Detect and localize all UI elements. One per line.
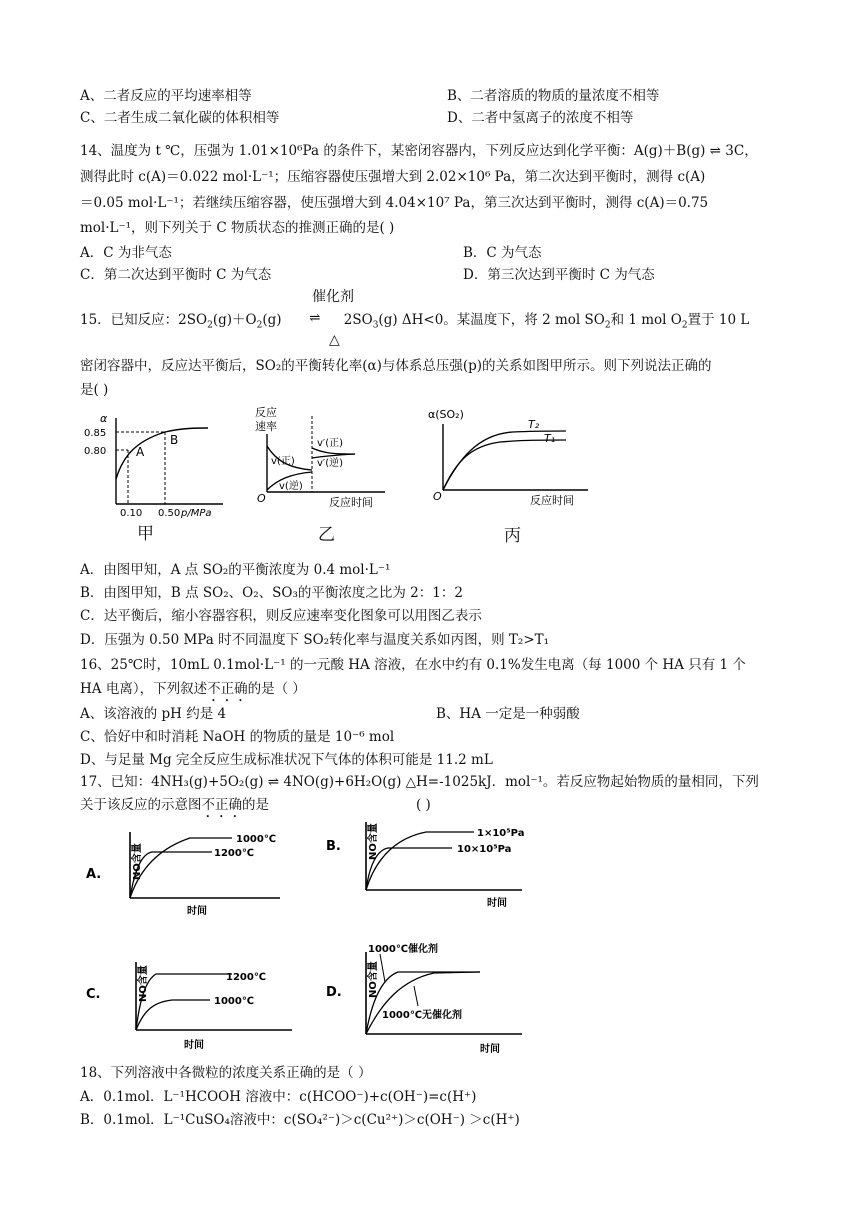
fig-yi-xlabel: 反应时间 [329, 496, 373, 509]
fig-jia-point-b: B [170, 433, 179, 447]
fig-17c-xlabel: 时间 [184, 1040, 204, 1051]
fig-yi-ylabel1: 反应 [255, 406, 277, 419]
fig-yi-ylabel2: 速率 [255, 420, 277, 433]
fig-yi-caption: 乙 [318, 525, 335, 545]
fig-17a-label1: 1000℃ [236, 834, 276, 845]
fig-bing-origin: O [433, 490, 442, 503]
q18-option-a: A．0.1mol．L⁻¹HCOOH 溶液中：c(HCOO⁻)+c(OH⁻)=c(H⁺) [80, 1089, 477, 1105]
fig-17b-label2: 10×10⁵Pa [457, 844, 512, 855]
figure-17a [80, 828, 310, 928]
figure-yi [255, 402, 395, 522]
figure-17c [80, 958, 310, 1058]
fig-jia-caption: 甲 [137, 524, 154, 544]
fig-bing-ylabel: α(SO₂) [428, 408, 464, 421]
fig-17d-letter: D. [326, 985, 342, 1000]
q15-option-c: C．达平衡后，缩小容器容积，则反应速率变化图象可以用图乙表示 [80, 608, 482, 624]
q16-option-b: B、HA 一定是一种弱酸 [436, 706, 580, 722]
q16-stem-line1: 16、25℃时，10mL 0.1mol·L⁻¹ 的一元酸 HA 溶液，在水中约有 0.1%发生电离（每 1000 个 HA 只有 1 个 [80, 657, 746, 673]
fig-17d-xlabel: 时间 [480, 1044, 500, 1055]
q14-stem-line3: ＝0.05 mol·L⁻¹；若继续压缩容器，使压强增大到 4.04×10⁷ Pa，第三次达到平衡时，测得 c(A)＝0.75 [80, 195, 709, 211]
fig-bing-xlabel: 反应时间 [530, 494, 574, 507]
fig-jia-xlabel: p/MPa [181, 508, 212, 519]
q15-stem-line1: 15．已知反应：$2SO_2(g)+O_2(g)$ ⇌ $2SO_3(g)$ ΔH<0。某温度下，将 2 mol $SO_2$和 1 mol $O_2$置于 10 L [80, 310, 750, 331]
q16-option-a: A、该溶液的 pH 约是 4 [80, 706, 227, 722]
fig-yi-v2fwd: v′(正) [317, 438, 343, 449]
fig-jia-xtick1: 0.10 [120, 508, 143, 519]
fig-17b-curve2 [366, 848, 452, 890]
q17-stem-line2: 关于该反应的示意图不正确的是 [80, 797, 269, 813]
reversible-arrow: ⇌ [309, 310, 321, 326]
q15-option-a: A．由图甲知，A 点 SO₂的平衡浓度为 0.4 mol·L⁻¹ [80, 562, 391, 578]
q14-option-d: D．第三次达到平衡时 C 为气态 [463, 267, 655, 283]
fig-yi-vfwd: v(正) [271, 456, 295, 467]
q15-stem-line2: 密闭容器中，反应达平衡后，SO₂的平衡转化率(α)与体系总压强(p)的关系如图甲所示。则下列说法正确的 [80, 358, 712, 374]
fig-jia-xtick2: 0.50 [158, 508, 181, 519]
fig-17a-curve1 [130, 838, 232, 898]
fig-17b-letter: B. [326, 839, 341, 854]
q15-stem-line3: 是( ) [80, 382, 109, 398]
fig-17c-letter: C. [86, 987, 101, 1002]
q13-option-c: C、二者生成二氧化碳的体积相等 [80, 110, 280, 126]
figure-bing [428, 402, 598, 522]
fig-17d-label1: 1000℃催化剂 [368, 944, 438, 955]
fig-bing-t1: T₁ [544, 432, 556, 445]
q16-stem-line2: HA 电离），下列叙述不正确的是（ ） [80, 681, 306, 697]
fig-17c-ylabel: NO含量 [138, 965, 149, 1002]
q16-option-c: C、恰好中和时消耗 NaOH 的物质的量是 10⁻⁶ mol [80, 729, 395, 745]
fig-17b-ylabel: NO含量 [368, 823, 379, 860]
fig-17a-ylabel: NO含量 [132, 843, 143, 880]
figure-17d [322, 940, 552, 1060]
q14-stem-line1: 14、温度为 t ℃，压强为 1.01×10⁶Pa 的条件下，某密闭容器内，下列反应达到化学平衡：A(g)＋B(g) ⇌ 3C， [80, 143, 758, 159]
fig-yi-origin: O [257, 492, 266, 505]
fig-17d-curve1 [366, 972, 480, 1034]
fig-17c-curve2 [136, 1000, 210, 1030]
fig-17a-xlabel: 时间 [187, 906, 207, 917]
q13-option-a: A、二者反应的平均速率相等 [80, 88, 252, 104]
q13-option-b: B、二者溶质的物质的量浓度不相等 [447, 88, 660, 104]
fig-jia-ytick-low: 0.80 [84, 446, 107, 457]
fig-17c-label2: 1000℃ [214, 996, 254, 1007]
fig-bing-t2: T₂ [528, 418, 540, 431]
q14-option-a: A．C 为非气态 [80, 245, 172, 261]
q18-stem: 18、下列溶液中各微粒的浓度关系正确的是（ ） [80, 1065, 372, 1081]
fig-yi-v2rev: v′(逆) [317, 458, 343, 469]
q14-stem-line4: mol·L⁻¹，则下列关于 C 物质状态的推测正确的是( ) [80, 220, 395, 236]
fig-17d-ylabel: NO含量 [368, 961, 379, 998]
fig-jia-curve [116, 428, 208, 479]
q15-option-d: D．压强为 0.50 MPa 时不同温度下 SO₂转化率与温度关系如丙图，则 T₂>T₁ [80, 632, 550, 648]
q17-answer-paren: ( ) [416, 797, 431, 813]
fig-bing-curve-t1 [443, 440, 566, 490]
q14-stem-line2: 测得此时 c(A)＝0.022 mol·L⁻¹；压缩容器使压强增大到 2.02×10⁶ Pa，第二次达到平衡时，测得 c(A) [80, 169, 706, 185]
fig-17c-label1: 1200℃ [226, 972, 266, 983]
fig-jia-ytick-high: 0.85 [84, 428, 107, 439]
q16-option-d: D、与足量 Mg 完全反应生成标准状况下气体的体积可能是 11.2 mL [80, 752, 493, 768]
q13-option-d: D、二者中氢离子的浓度不相等 [447, 110, 634, 126]
q15-catalyst-label: 催化剂 [312, 289, 354, 305]
fig-17d-curve2 [366, 972, 480, 1034]
q15-heat-symbol: △ [329, 332, 340, 348]
figure-jia [78, 404, 238, 524]
q14-option-c: C．第二次达到平衡时 C 为气态 [80, 267, 272, 283]
fig-bing-caption: 丙 [504, 526, 521, 546]
q14-option-b: B．C 为气态 [463, 245, 542, 261]
fig-yi-vrev: v(逆) [279, 481, 303, 492]
fig-17b-label1: 1×10⁵Pa [477, 828, 525, 839]
q15-option-b: B．由图甲知，B 点 SO₂、O₂、SO₃的平衡浓度之比为 2：1：2 [80, 585, 463, 601]
fig-17b-xlabel: 时间 [487, 898, 507, 909]
figure-17b [322, 818, 542, 928]
fig-jia-ylabel: α [100, 412, 108, 425]
fig-17b-curve1 [366, 832, 474, 890]
fig-17a-letter: A. [86, 867, 102, 882]
fig-jia-point-a: A [136, 445, 145, 459]
q18-option-b: B．0.1mol．L⁻¹CuSO₄溶液中：c(SO₄²⁻)＞c(Cu²⁺)＞c(OH⁻) ＞c(H⁺) [80, 1112, 520, 1128]
q17-stem-line1: 17、已知：4NH₃(g)+5O₂(g) ⇌ 4NO(g)+6H₂O(g) △H=-1025kJ．mol⁻¹。若反应物起始物质的量相同，下列 [80, 774, 759, 790]
fig-17d-label2: 1000℃无催化剂 [382, 1010, 462, 1021]
fig-17a-label2: 1200℃ [214, 848, 254, 859]
